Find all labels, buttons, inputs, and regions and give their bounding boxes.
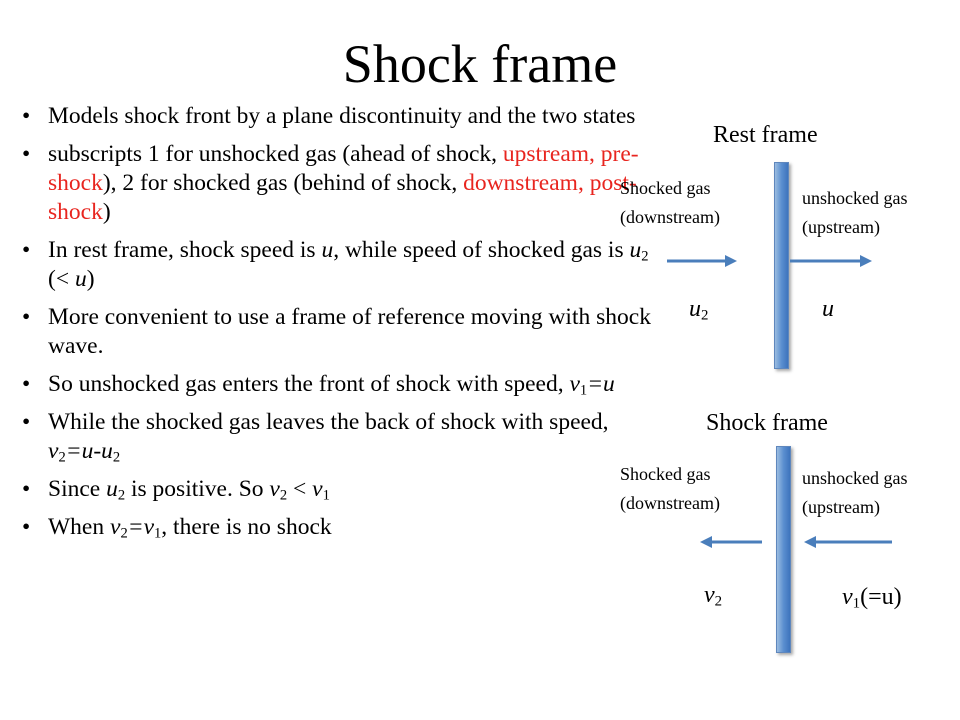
bullet-text: u [321, 237, 334, 263]
rest-u-label: u [822, 296, 834, 322]
bullet-item [22, 370, 662, 399]
bullet-text: ), 2 for shocked gas (behind of shock, [102, 170, 464, 196]
bullet-text: v [48, 438, 59, 464]
subscript: 1 [154, 525, 162, 542]
bullet-item [22, 513, 662, 542]
bullet-text: More convenient to use a frame of reference moving with shock wave. [48, 304, 651, 359]
bullet-text: While the shocked gas leaves the back of shock with speed, [48, 409, 609, 435]
rest-shocked-gas-label: Shocked gas (downstream) [620, 178, 720, 227]
bullet-text: , while speed of shocked gas is [333, 237, 630, 263]
bullet-text: < [287, 476, 313, 502]
bullet-text: u [106, 476, 118, 502]
subscript: 2 [279, 487, 288, 504]
bullet-text: (< [48, 266, 75, 292]
bullet-text: =v [127, 514, 155, 540]
shock-downstream-arrow [700, 534, 766, 550]
subscript: 2 [117, 487, 126, 504]
bullet-text: In rest frame, shock speed is [48, 237, 322, 263]
bullet-text: =u [587, 371, 615, 397]
bullet-item [22, 140, 662, 227]
shock-upstream-arrow [804, 534, 896, 550]
bullet-item [22, 102, 662, 131]
rest-unshocked-gas-label: unshocked gas (upstream) [802, 188, 908, 237]
bullet-text: v [312, 476, 323, 502]
shock-v2-label: $v_2$ [704, 582, 723, 610]
bullet-text: v [269, 476, 280, 502]
shock-v1-label: $v_1(=u)$ [842, 584, 902, 612]
bullet-text: Models shock front by a plane discontinuity and the two states [48, 103, 636, 129]
shock-frame-label: Shock frame [706, 410, 828, 436]
subscript: 1 [322, 487, 330, 504]
bullet-item [22, 236, 662, 294]
slide-title: Shock frame [342, 34, 618, 94]
shock-shocked-gas-label: Shocked gas (downstream) [620, 464, 720, 513]
bullet-text: So unshocked gas enters the front of shock with speed, [48, 371, 570, 397]
highlight-text: upstream, pre-shock [48, 141, 639, 196]
bullet-text: subscripts 1 for unshocked gas (ahead of shock, [48, 141, 503, 167]
subscript: 2 [112, 449, 121, 466]
subscript: 2 [641, 248, 649, 265]
shock-unshocked-gas-label: unshocked gas (upstream) [802, 468, 908, 517]
bullet-item [22, 303, 662, 361]
rest-downstream-arrow [665, 253, 745, 269]
subscript: 1 [579, 382, 588, 399]
highlight-text: downstream, post-shock [48, 170, 637, 225]
rest-frame-label: Rest frame [713, 122, 818, 148]
bullet-text: When [48, 514, 110, 540]
bullet-text: is positive. So [125, 476, 270, 502]
bullet-text: ) [86, 266, 95, 292]
bullet-item [22, 475, 662, 504]
bullet-text: =u-u [65, 438, 113, 464]
bullet-text: ) [102, 199, 111, 225]
bullet-text: u [629, 237, 642, 263]
subscript: 2 [58, 449, 66, 466]
rest-upstream-arrow [788, 253, 880, 269]
bullet-text: , there is no shock [161, 514, 332, 540]
shock-front-bar [776, 446, 791, 653]
subscript: 2 [120, 525, 128, 542]
bullet-text: v [110, 514, 121, 540]
rest-u2-label: $u_2$ [689, 296, 709, 324]
bullet-text: u [74, 266, 87, 292]
rest-shock-front [774, 162, 789, 369]
bullet-list [22, 102, 662, 551]
bullet-text: v [569, 371, 580, 397]
bullet-text: Since [48, 476, 107, 502]
bullet-item [22, 408, 662, 466]
